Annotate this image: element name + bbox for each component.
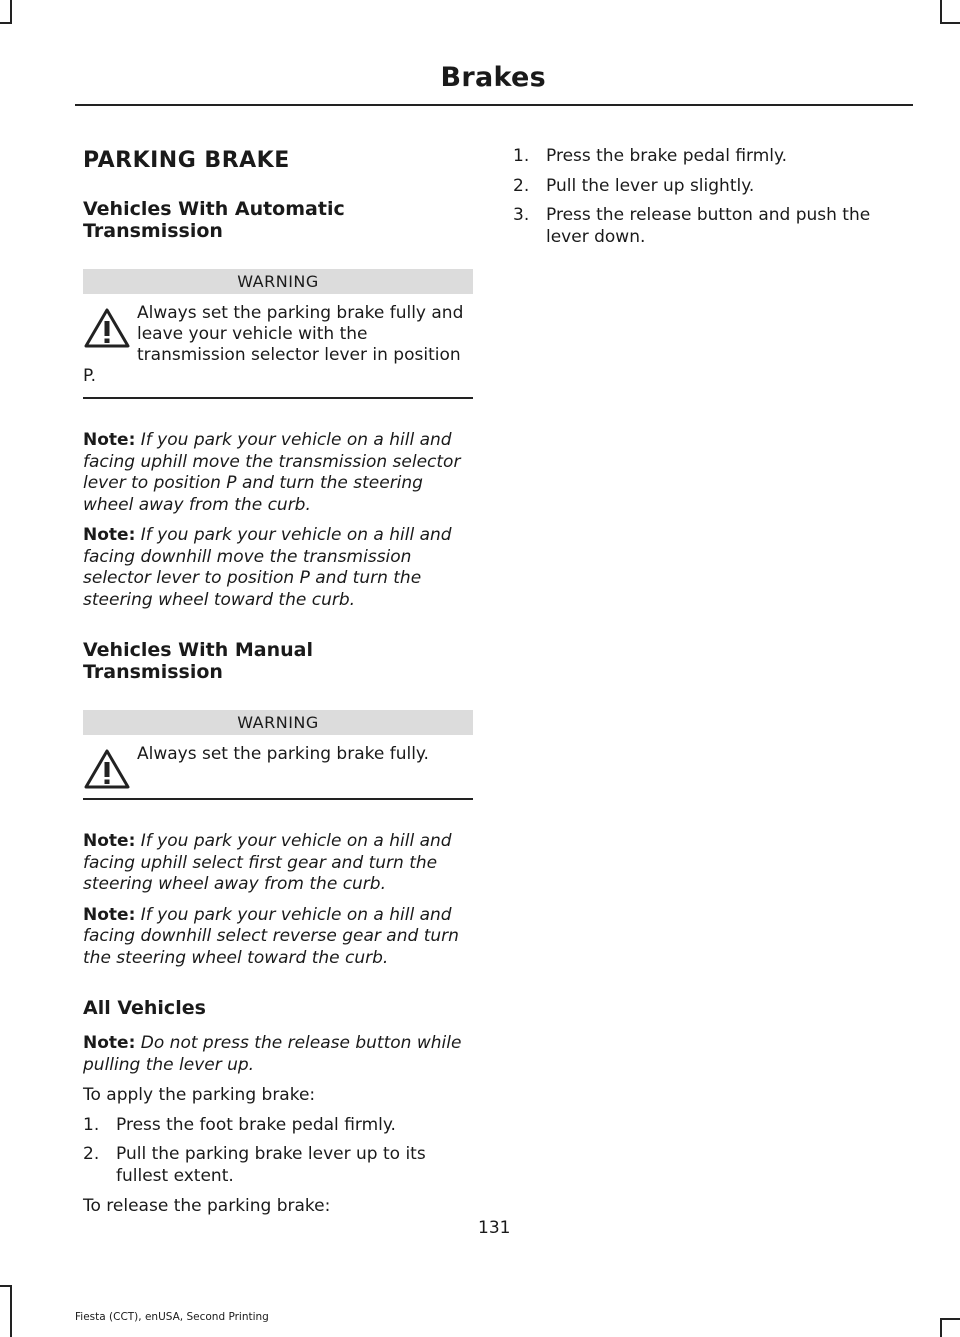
release-intro: To release the parking brake: [83, 1196, 331, 1216]
warning-label: WARNING [83, 269, 473, 294]
warning-text: Always set the parking brake fully and leave your vehicle with the transmission selector lever in position P. [83, 303, 464, 386]
note-paragraph: Note: If you park your vehicle on a hill and facing uphill select first gear and turn the steering wheel away from the curb. [83, 831, 452, 894]
section-title: PARKING BRAKE [83, 148, 290, 173]
header-divider [75, 104, 913, 106]
release-steps-list [513, 146, 913, 248]
note-paragraph: Note: If you park your vehicle on a hill and facing downhill move the transmission selector lever to position P and turn the steering wheel toward the curb. [83, 525, 452, 610]
list-item: 2. Pull the lever up slightly. [513, 175, 755, 196]
warning-box-automatic [83, 269, 473, 399]
crop-mark [940, 1318, 942, 1337]
page-title: Brakes [440, 62, 546, 93]
note-paragraph: Note: Do not press the release button while pulling the lever up. [83, 1033, 462, 1075]
crop-mark [940, 0, 942, 24]
crop-mark [940, 22, 960, 24]
list-item: 2. Pull the parking brake lever up to its fullest extent. [83, 1144, 426, 1186]
footer-text: Fiesta (CCT), enUSA, Second Printing [75, 1311, 269, 1323]
crop-mark [10, 1285, 12, 1337]
crop-mark [940, 1318, 960, 1320]
warning-triangle-icon [83, 748, 131, 790]
crop-mark [0, 22, 12, 24]
left-column [83, 140, 473, 1218]
apply-intro: To apply the parking brake: [83, 1085, 316, 1105]
warning-triangle-icon [83, 307, 131, 349]
all-vehicles-heading: All Vehicles [83, 997, 206, 1019]
right-column [513, 146, 913, 248]
crop-mark [10, 0, 12, 24]
apply-steps-list [83, 1115, 473, 1188]
warning-box-manual [83, 710, 473, 800]
note-paragraph: Note: If you park your vehicle on a hill and facing downhill select reverse gear and turn the steering wheel toward the curb. [83, 904, 459, 968]
auto-transmission-heading: Vehicles With Automatic Transmission [83, 198, 345, 242]
page-number: 131 [478, 1218, 511, 1238]
list-item: 3. Press the release button and push the lever down. [513, 205, 871, 247]
list-item: 1. Press the brake pedal firmly. [513, 146, 788, 166]
warning-label: WARNING [83, 710, 473, 735]
note-paragraph: Note: If you park your vehicle on a hill and facing uphill move the transmission selector lever to position P and turn the steering wheel away from the curb. [83, 430, 461, 515]
manual-transmission-heading: Vehicles With Manual Transmission [83, 639, 313, 683]
warning-text: Always set the parking brake fully. [137, 744, 429, 764]
crop-mark [0, 1285, 12, 1287]
list-item: 1. Press the foot brake pedal firmly. [83, 1114, 396, 1135]
